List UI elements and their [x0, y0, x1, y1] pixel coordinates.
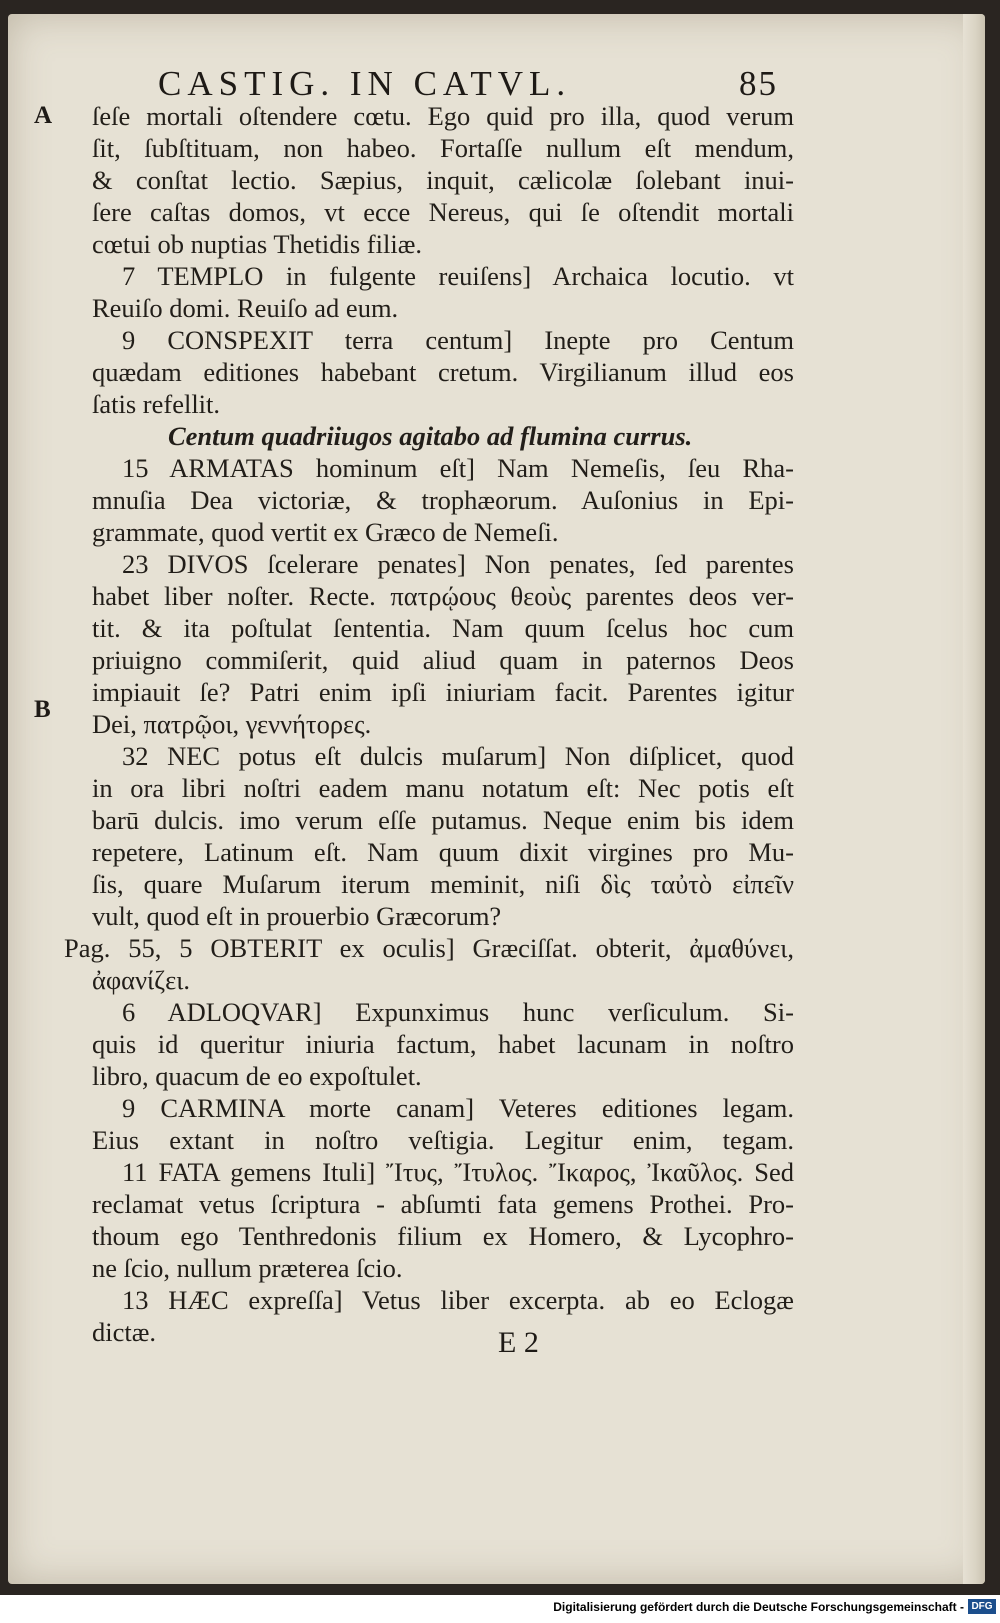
text-line: quædam editiones habebant cretum. Virgilianum illud eos: [92, 357, 794, 387]
text-line: impiauit ſe? Patri enim ipſi iniuriam facit. Parentes igitur: [92, 677, 794, 707]
digitization-footer: [0, 1595, 1000, 1623]
text-line: Pag. 55, 5 OBTERIT ex oculis] Græciſſat. obterit, ἀμαθύνει,: [64, 933, 794, 963]
text-line: libro, quacum de eo expoſtulet.: [92, 1061, 422, 1091]
footer-credit-text: Digitalisierung gefördert durch die Deutsche Forschungsgemeinschaft -: [553, 1600, 964, 1614]
text-line: Dei, πατρῷοι, γεννήτορες.: [92, 709, 372, 739]
text-line: repetere, Latinum eſt. Nam quum dixit virgines pro Mu-: [92, 837, 794, 867]
text-line: reclamat vetus ſcriptura - abſumti fata gemens Prothei. Pro-: [92, 1189, 794, 1219]
text-line: 7 TEMPLO in fulgente reuiſens] Archaica locutio. vt: [122, 261, 794, 291]
text-line: tit. & ita poſtulat ſententia. Nam quum ſcelus hoc cum: [92, 613, 794, 643]
text-line: grammate, quod vertit ex Græco de Nemeſi.: [92, 517, 559, 547]
text-line: Eius extant in noſtro veſtigia. Legitur enim, tegam.: [92, 1125, 794, 1155]
text-line: Reuiſo domi. Reuiſo ad eum.: [92, 293, 399, 323]
text-line: ſit, ſubſtituam, non habeo. Fortaſſe nullum eſt mendum,: [92, 133, 794, 163]
book-page: [8, 14, 985, 1584]
page-number: 85: [739, 64, 778, 103]
text-line: ἀφανίζει.: [92, 965, 191, 995]
text-line: habet liber noſter. Recte. πατρῴους θεοὺς parentes deos ver-: [92, 581, 794, 611]
text-line: in ora libri noſtri eadem manu notatum eſt: Nec potis eſt: [92, 773, 794, 803]
text-line: thoum ego Tenthredonis filium ex Homero, & Lycophro-: [92, 1221, 794, 1251]
text-line: ſere caſtas domos, vt ecce Nereus, qui ſe oſtendit mortali: [92, 197, 794, 227]
text-line: barū dulcis. imo verum eſſe putamus. Neque enim bis idem: [92, 805, 794, 835]
page-text-block: [8, 14, 985, 1584]
dfg-logo-icon: DFG: [968, 1599, 996, 1614]
text-line: ne ſcio, nullum præterea ſcio.: [92, 1253, 403, 1283]
text-line: priuigno commiſerit, quid aliud quam in paternos Deos: [92, 645, 794, 675]
text-line: 15 ARMATAS hominum eſt] Nam Nemeſis, ſeu Rha-: [122, 453, 794, 483]
text-line: quis id queritur iniuria factum, habet lacunam in noſtro: [92, 1029, 794, 1059]
margin-letter-a: A: [34, 102, 53, 129]
running-head-title: CASTIG. IN CATVL.: [158, 64, 572, 103]
text-line: dictæ.: [92, 1317, 157, 1347]
text-line: ſis, quare Muſarum iterum meminit, niſi δὶς ταὐτὸ εἰπεῖν: [92, 869, 794, 899]
text-line: 32 NEC potus eſt dulcis muſarum] Non diſplicet, quod: [122, 741, 794, 771]
text-line: & conſtat lectio. Sæpius, inquit, cælicolæ ſolebant inui-: [92, 165, 794, 195]
text-line: mnuſia Dea victoriæ, & trophæorum. Auſonius in Epi-: [92, 485, 794, 515]
text-line: 11 FATA gemens Ituli] Ἴτυς, Ἴτυλος. Ἴκαρος, Ἰκαῦλος. Sed: [122, 1157, 794, 1187]
text-line: ſatis refellit.: [92, 389, 221, 419]
text-line: 9 CARMINA morte canam] Veteres editiones legam.: [122, 1093, 794, 1123]
text-line: vult, quod eſt in prouerbio Græcorum?: [92, 901, 502, 931]
signature-mark: E 2: [498, 1326, 539, 1359]
margin-letter-b: B: [34, 696, 51, 723]
running-head: [158, 64, 778, 104]
text-line: ſeſe mortali oſtendere cœtu. Ego quid pro illa, quod verum: [92, 101, 794, 131]
text-line: 9 CONSPEXIT terra centum] Inepte pro Centum: [122, 325, 794, 355]
quoted-verse: Centum quadriiugos agitabo ad flumina currus.: [168, 421, 693, 451]
text-line: cœtui ob nuptias Thetidis filiæ.: [92, 229, 423, 259]
text-line: 23 DIVOS ſcelerare penates] Non penates, ſed parentes: [122, 549, 794, 579]
text-line: 13 HÆC expreſſa] Vetus liber excerpta. ab eo Eclogæ: [122, 1285, 794, 1315]
text-line: 6 ADLOQVAR] Expunximus hunc verſiculum. Si-: [122, 997, 794, 1027]
